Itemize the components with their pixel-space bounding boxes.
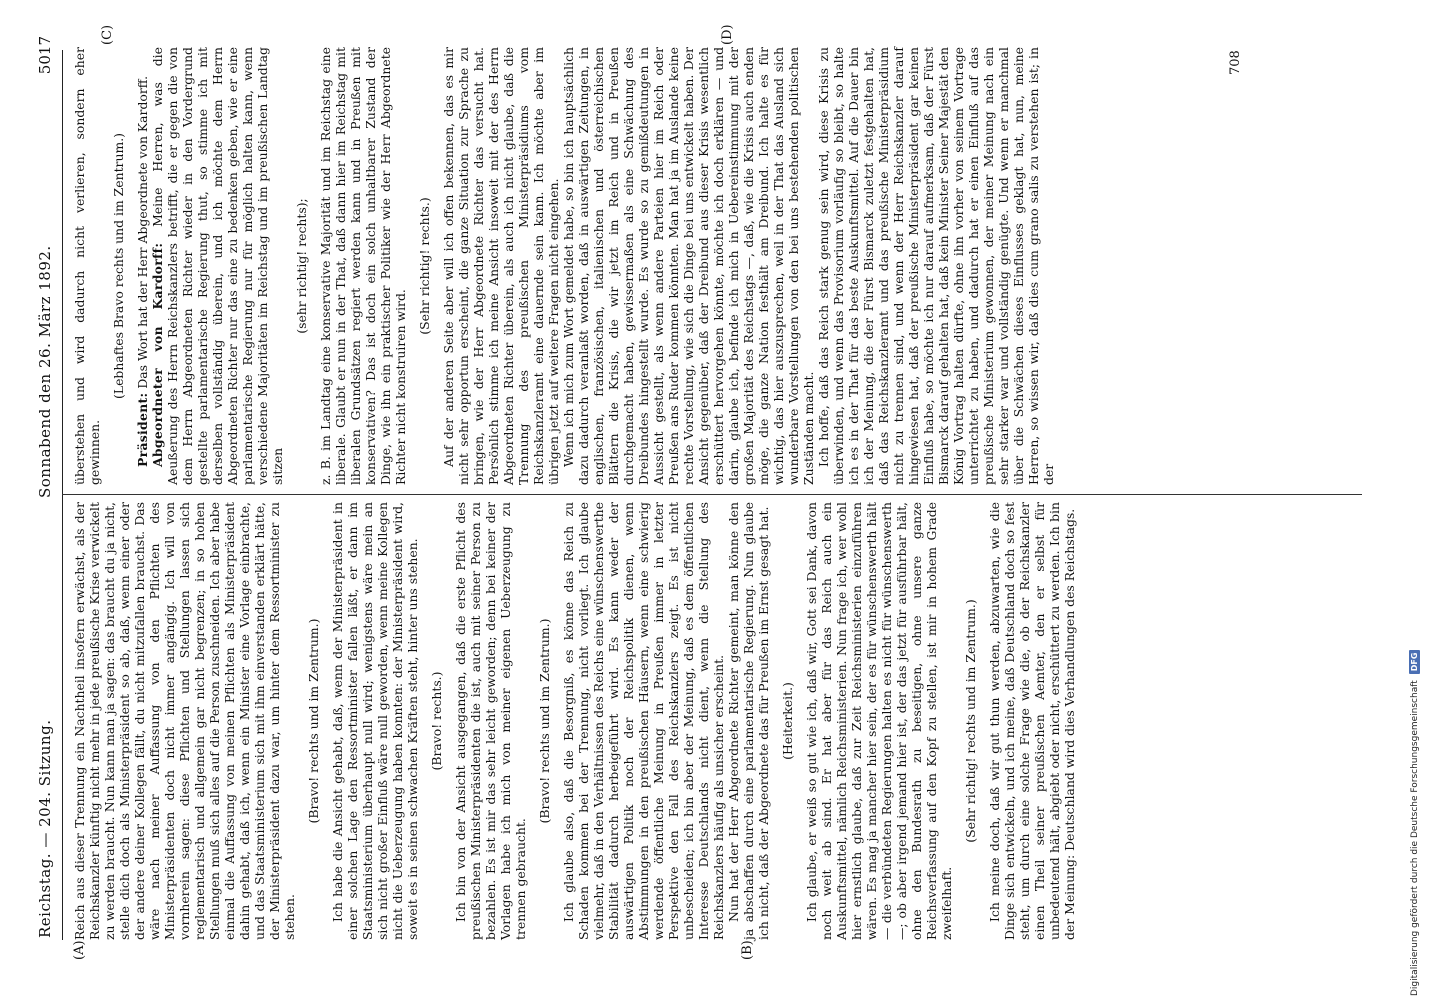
column-divider [62, 494, 1362, 495]
paragraph: Ich bin von der Ansicht ausgegangen, daß die erste Pflicht des preußischen Ministerpräsidenten die ist, auch mit seiner Person zu bezahlen. Es ist mir das sehr leicht geworden; denn bei keiner der Vorlagen habe ich mich von meiner eigenen Ueberzeugung zu trennen gebraucht. [453, 502, 528, 940]
speech-text: Meine Herren, was die Aeußerung des Herrn Reichskanzlers betrifft, die er gegen die von dem Herrn Abgeordneten Richter wieder in den Vordergrund gestellte parlamentarische Regierung thut, so stimme ich mit derselben vollständig überein, und ich möchte dem Herrn Abgeordneten Richter nur das eine zu bedenken geben, wie er eine parlamentarische Regierung nur für möglich halten kann, wenn verschiedene Majoritäten im Reichstag und im preußischen Landtag sitzen [150, 47, 285, 485]
paragraph: Ich glaube also, daß die Besorgniß, es könne das Reich zu Schaden kommen bei der Trennung, nicht vorliegt. Ich glaube vielmehr, daß in den Verhältnissen des Reichs eine wünschenswerthe Stabilität dadurch herbeigeführt wird. Es kann weder der auswärtigen Politik noch der Reichspolitik dienen, wenn Abstimmungen in den preußischen Häusern, wenn eine schwierig werdende öffentliche Meinung in Preußen immer in letzter Perspektive den Fall des Reichskanzlers zeigt. Es ist nicht unbescheiden; ich bin aber der Meinung, daß es dem öffentlichen Interesse Deutschlands nicht dient, wenn die Stellung des Reichskanzlers häufig als unsicher erscheint. [561, 502, 726, 940]
parliamentary-reaction: (Bravo! rechts.) [429, 671, 444, 771]
paragraph: Ich meine doch, daß wir gut thun werden, abzuwarten, wie die Dinge sich entwickeln, und ich meine, daß Deutschland doch so fest steht, um durch eine solche Frage wie die, ob der Reichskanzler einen Theil seiner preußischen Aemter, den er selbst für unbedeutend hält, abgiebt oder nicht, erschüttert zu werden. Ich bin der Meinung: Deutschland wird dies Verhandlungen des Reichstags. [987, 502, 1077, 940]
speaker-name: Abgeordneter von Kardorff: [150, 242, 165, 467]
page-header [36, 30, 62, 960]
right-column [72, 47, 1056, 485]
paragraph: Wenn ich mich zum Wort gemeldet habe, so bin ich hauptsächlich dazu dadurch veranlaßt worden, daß in auswärtigen Zeitungen, in englischen, französischen, italienischen und österreichischen Blättern die Krisis, die wir jetzt im Reich und in Preußen durchgemacht haben, gewissermaßen als eine Schwächung des Dreibundes hingestellt wurde. Es wurde so zu gemißdeutungen in Aussicht gestellt, als wenn andere Parteien hier im Reich oder Preußen ans Ruder kommen könnten. Man hat ja im Auslande keine rechte Vorstellung, wie sich die Dinge bei uns entwickelt haben. Der Ansicht gegenüber, daß der Dreibund aus dieser Krisis wesentlich erschüttert hervorgehen könnte, möchte ich doch erklären — und darin, glaube ich, befinde ich mich in Uebereinstimmung mit der großen Majorität des Reichstags —, daß, wie die Krisis auch enden möge, die ganze Nation festhält am Dreibund. Ich halte es für wichtig, das hier auszusprechen, weil in der That das Ausland sich wunderbare Vorstellungen von den bei uns bestehenden politischen Zuständen macht. [561, 47, 816, 485]
paragraph: Nun hat der Herr Abgeordnete Richter gemeint, man könne den ja abschaffen durch eine parlamentarische Regierung. Nun glaube ich nicht, daß der Abgeordnete das für Preußen im Ernst gesagt hat. [726, 502, 771, 940]
parliamentary-reaction: (Sehr richtig! rechts.) [417, 197, 432, 335]
speaker-name: Präsident: [135, 392, 150, 467]
paragraph: überstehen und wird dadurch nicht verlieren, sondern eher gewinnen. [72, 47, 102, 485]
parliamentary-reaction: (Lebhaftes Bravo rechts und im Zentrum.) [111, 133, 126, 399]
parliamentary-reaction: (Sehr richtig! rechts und im Zentrum.) [963, 599, 978, 843]
margin-marker-b: (B) [740, 940, 755, 960]
parliamentary-reaction: (Bravo! rechts und im Zentrum.) [306, 618, 321, 824]
header-date: Sonnabend den 26. März 1892. [36, 245, 54, 498]
paragraph: Reich aus dieser Trennung ein Nachtheil insofern erwächst, als der Reichskanzler künftig nicht mehr in jede preußische Krise verwickelt zu werden braucht. Nun kann man ja sagen: das braucht du ja nicht, stelle dich doch als Ministerpräsident so ab, daß, wenn einer oder der andere deiner Kollegen fällt, du nicht mitzufallen brauchst. Das wäre nach meiner Auffassung von den Pflichten des Ministerpräsidenten doch nicht immer angängig. Ich will von vornherein sagen: diese Pflichten und Stellungen lassen sich reglementarisch und allgemein gar nicht begrenzen; in so hohen Stellungen muß sich alles auf die Person zuschneiden. Ich aber habe einmal die Auffassung von meinen Pflichten als Ministerpräsident dahin gehabt, daß ich, wenn ein Minister eine Vorlage einbrachte, und das Staatsministerium sich mit ihm einverstanden erklärt hätte, der Ministerpräsident dazu war, um hinter dem Ressortminister zu stehen. [72, 502, 297, 940]
margin-marker-a: (A) [72, 940, 87, 960]
header-page-number: 5017 [36, 36, 54, 75]
credit-text: Digitalisierung gefördert durch die Deutsche Forschungsgemeinschaft [1409, 680, 1420, 996]
left-column [72, 502, 1077, 940]
paragraph: z. B. im Landtag eine konservative Majorität und im Reichstag eine liberale. Glaubt er nun in der That, daß dann hier im Reichstag mit liberalen Grundsätzen regiert werden kann und in Preußen mit konservativen? Das ist doch ein solch unhaltbarer Zustand der Dinge, wie ihn ein praktischer Politiker wie der Herr Abgeordnete Richter nicht konstruiren wird. [318, 47, 408, 485]
parliamentary-reaction: (sehr richtig! rechts); [294, 198, 309, 334]
paragraph: Ich hoffe, daß das Reich stark genug sein wird, diese Krisis zu überwinden, und wenn das Provisorium vorläufig so bleibt, so halte ich es in der That für das beste Auskunftsmittel. Auf die Dauer bin ich der Meinung, die der Fürst Bismarck zuletzt festgehalten hat, daß das Reichskanzleramt und das preußische Ministerpräsidium nicht zu trennen sind, und wenn der Herr Reichskanzler darauf hingewiesen hat, daß der preußische Ministerpräsident gar keinen Einfluß habe, so möchte ich nur darauf aufmerksam, daß der Fürst Bismarck darauf gehalten hat, daß kein Minister Seiner Majestät den König Vortrag halten dürfte, ohne ihn vorher von seinem Vortrage unterrichtet zu haben, und dadurch hat er einen Einfluß auf das preußische Ministerium gewonnen, der meiner Meinung nach ein sehr starker war und vollständig genügte. Und wenn er manchmal über die Schwächen dieses Einflusses geklagt hat, nun, meine Herren, so wissen wir, daß dies cum grano salis zu verstehen ist; in der [816, 47, 1056, 485]
paragraph [150, 47, 285, 485]
margin-marker-c: (C) [100, 24, 115, 45]
header-rule [62, 50, 63, 940]
parliamentary-reaction: (Bravo! rechts und im Zentrum.) [537, 618, 552, 824]
dfg-logo-icon: DFG [1409, 650, 1420, 675]
digitization-credit [1409, 650, 1420, 996]
paragraph: Ich glaube, er weiß so gut wie ich, daß wir, Gott sei Dank, davon noch weit ab sind. Er hat aber für das Reich auch ein Auskunftsmittel, nämlich Reichsministerien. Nun frage ich, wer wohl hier ernstlich glaube, daß zur Zeit Reichsministerien einzuführen wären. Es mag ja mancher hier sein, der es für wünschenswerth hält — die verbündeten Regierungen halten es nicht für wünschenswerth —; ob aber irgend jemand hier ist, der das jetzt für ausführbar hält, ohne den Bundesrath zu beseitigen, ohne unsere ganze Reichsverfassung auf den Kopf zu stellen, ist mir in hohem Grade zweifelhaft. [804, 502, 954, 940]
paragraph [135, 47, 150, 485]
paragraph: Ich habe die Ansicht gehabt, daß, wenn der Ministerpräsident in einer solchen Lage den Ressortminister fallen läßt, er dann im Staatsministerium überhaupt null wird; wenigstens wäre mein an sich nicht großer Einfluß wäre null geworden, wenn meine Kollegen nicht die Ueberzeugung haben konnten: der Ministerpräsident wird, soweit es in seinen schwachen Kräften steht, hinter uns stehen. [330, 502, 420, 940]
parliamentary-reaction: (Heiterkeit.) [780, 682, 795, 760]
paragraph: Auf der anderen Seite aber will ich offen bekennen, das es mir nicht sehr opportun erscheint, die ganze Situation zur Sprache zu bringen, wie der Herr Abgeordnete Richter das versucht hat. Persönlich stimme ich meine Ansicht insoweit mit der des Herrn Abgeordneten Richter überein, als auch ich nicht glaube, daß die Trennung des preußischen Ministerpräsidiums vom Reichskanzleramt eine dauernde sein kann. Ich möchte aber im übrigen jetzt auf weitere Fragen nicht eingehen. [441, 47, 561, 485]
speech-text: Das Wort hat der Herr Abgeordnete von Kardorff. [135, 75, 150, 393]
header-session: Reichstag. — 204. Sitzung. [36, 719, 54, 938]
margin-marker-d: (D) [720, 24, 735, 45]
sheet-signature: 708 [1228, 50, 1243, 75]
